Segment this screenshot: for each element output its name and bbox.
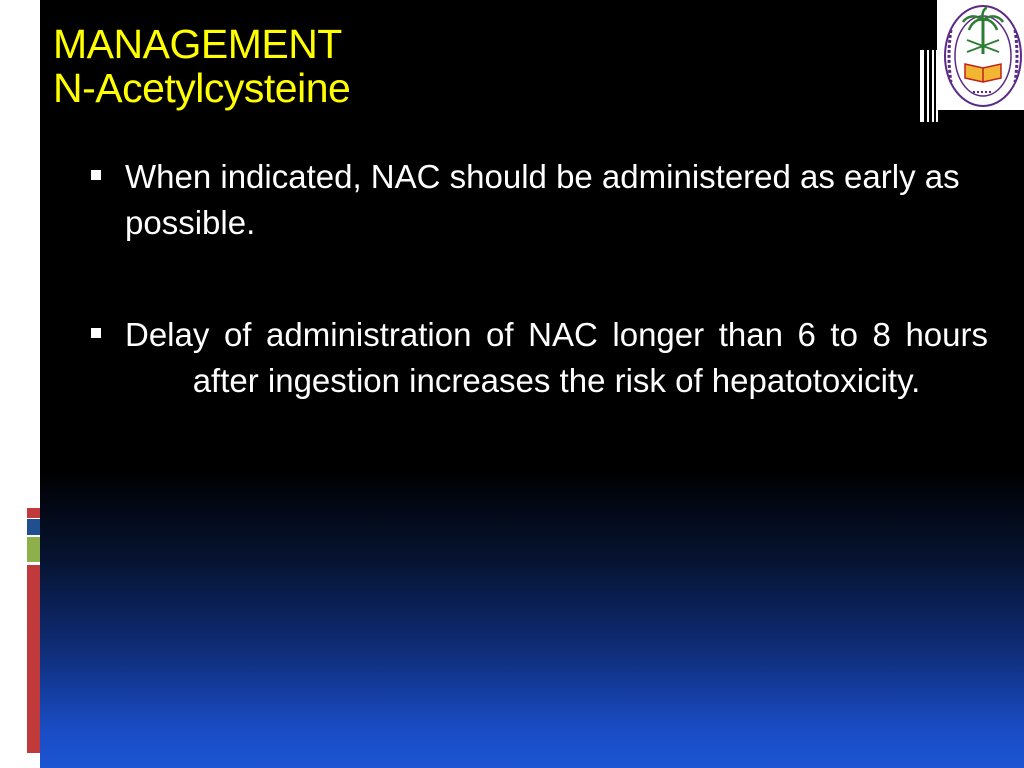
accent-bar-blue — [27, 519, 40, 535]
bullet-list — [88, 154, 988, 404]
slide-title — [53, 22, 350, 110]
title-line-1: MANAGEMENT — [53, 21, 342, 67]
bullet-text: When indicated, NAC should be administered as early as possible. — [125, 158, 960, 241]
accent-bar-red-bottom — [27, 565, 40, 753]
bullet-text: Delay of administration of NAC longer than 6 to 8 hours after ingestion increases the risk of hepatotoxicity. — [125, 316, 988, 399]
title-line-2: N-Acetylcysteine — [53, 65, 351, 111]
accent-bar-red-top — [27, 508, 40, 518]
left-margin — [0, 0, 27, 768]
accent-bar-white — [27, 0, 40, 508]
university-logo — [937, 0, 1024, 110]
square-bullet-icon — [91, 328, 101, 338]
bullet-item — [88, 154, 988, 246]
accent-bars — [27, 0, 40, 768]
bullet-item — [88, 312, 988, 404]
square-bullet-icon — [91, 170, 101, 180]
accent-bar-green — [27, 537, 40, 562]
